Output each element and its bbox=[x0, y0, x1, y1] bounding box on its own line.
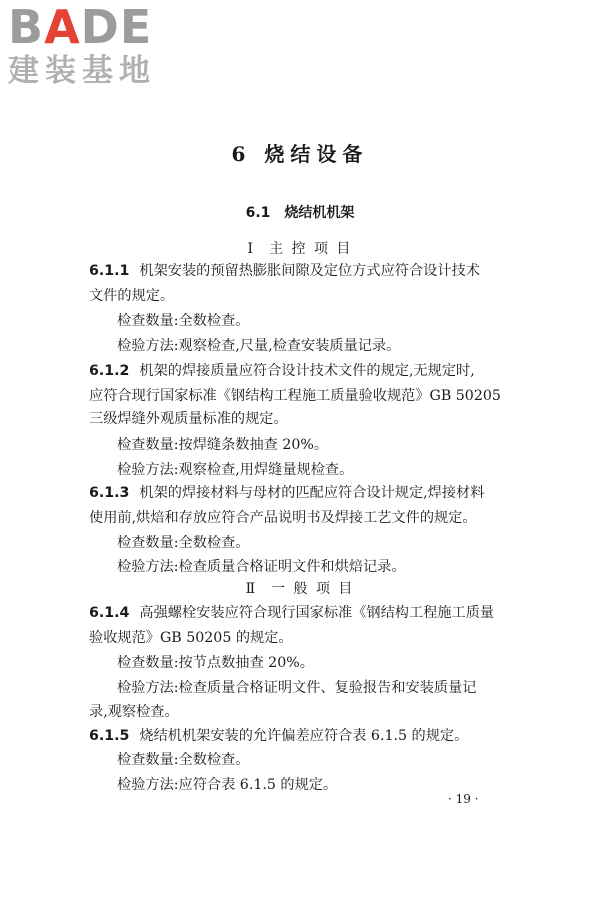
clause-number: 6.1.4 bbox=[89, 605, 130, 621]
clause-6-1-4-line-1: 6.1.4 高强螺栓安装应符合现行国家标准《钢结构工程施工质量 bbox=[89, 605, 495, 621]
clause-6-1-4-check-method-1: 检验方法:检查质量合格证明文件、复验报告和安装质量记 bbox=[117, 680, 477, 696]
clause-6-1-4-check-quantity: 检查数量:按节点数抽查 20%。 bbox=[117, 655, 314, 671]
clause-6-1-1-check-quantity: 检查数量:全数检查。 bbox=[117, 313, 250, 329]
clause-6-1-1-line-1: 6.1.1 机架安装的预留热膨胀间隙及定位方式应符合设计技术 bbox=[89, 263, 480, 279]
clause-6-1-2-check-quantity: 检查数量:按焊缝条数抽查 20%。 bbox=[117, 437, 329, 453]
section-title: 烧结机机架 bbox=[284, 205, 355, 221]
section-number: 6.1 bbox=[245, 205, 271, 221]
subsection-heading-general: Ⅱ 一 般 项 目 bbox=[245, 581, 355, 597]
clause-6-1-1-check-method: 检验方法:观察检查,尺量,检查安装质量记录。 bbox=[117, 338, 401, 354]
clause-6-1-4-line-2: 验收规范》GB 50205 的规定。 bbox=[89, 630, 293, 646]
bade-logo bbox=[8, 0, 178, 96]
page-number: · 19 · bbox=[448, 792, 479, 806]
clause-6-1-3-line-1: 6.1.3 机架的焊接材料与母材的匹配应符合设计规定,焊接材料 bbox=[89, 485, 485, 501]
clause-number: 6.1.3 bbox=[89, 485, 130, 501]
clause-6-1-1-line-2: 文件的规定。 bbox=[89, 288, 175, 304]
clause-6-1-2-line-1: 6.1.2 机架的焊接质量应符合设计技术文件的规定,无规定时, bbox=[89, 363, 475, 379]
logo-subtitle: 建装基地 bbox=[8, 53, 156, 89]
clause-6-1-4-check-method-2: 录,观察检查。 bbox=[89, 704, 179, 720]
clause-6-1-2-check-method: 检验方法:观察检查,用焊缝量规检查。 bbox=[117, 462, 354, 478]
clause-6-1-5-line-1: 6.1.5 烧结机机架安装的允许偏差应符合表 6.1.5 的规定。 bbox=[89, 728, 469, 744]
clause-number: 6.1.2 bbox=[89, 363, 130, 379]
clause-6-1-3-line-2: 使用前,烘焙和存放应符合产品说明书及焊接工艺文件的规定。 bbox=[89, 510, 477, 526]
chapter-title: 6 烧结设备 bbox=[231, 142, 369, 166]
logo-wordmark: BADE bbox=[8, 0, 153, 54]
subsection-heading-main-control: Ⅰ 主 控 项 目 bbox=[247, 241, 353, 257]
clause-6-1-2-line-2: 应符合现行国家标准《钢结构工程施工质量验收规范》GB 50205 bbox=[89, 388, 501, 404]
clause-6-1-5-check-quantity: 检查数量:全数检查。 bbox=[117, 752, 250, 768]
section-heading bbox=[0, 202, 600, 222]
clause-number: 6.1.5 bbox=[89, 728, 130, 744]
clause-6-1-2-line-3: 三级焊缝外观质量标准的规定。 bbox=[89, 411, 288, 427]
clause-number: 6.1.1 bbox=[89, 263, 130, 279]
clause-6-1-3-check-method: 检验方法:检查质量合格证明文件和烘焙记录。 bbox=[117, 559, 406, 575]
clause-6-1-5-check-method: 检验方法:应符合表 6.1.5 的规定。 bbox=[117, 777, 338, 793]
clause-6-1-3-check-quantity: 检查数量:全数检查。 bbox=[117, 535, 250, 551]
